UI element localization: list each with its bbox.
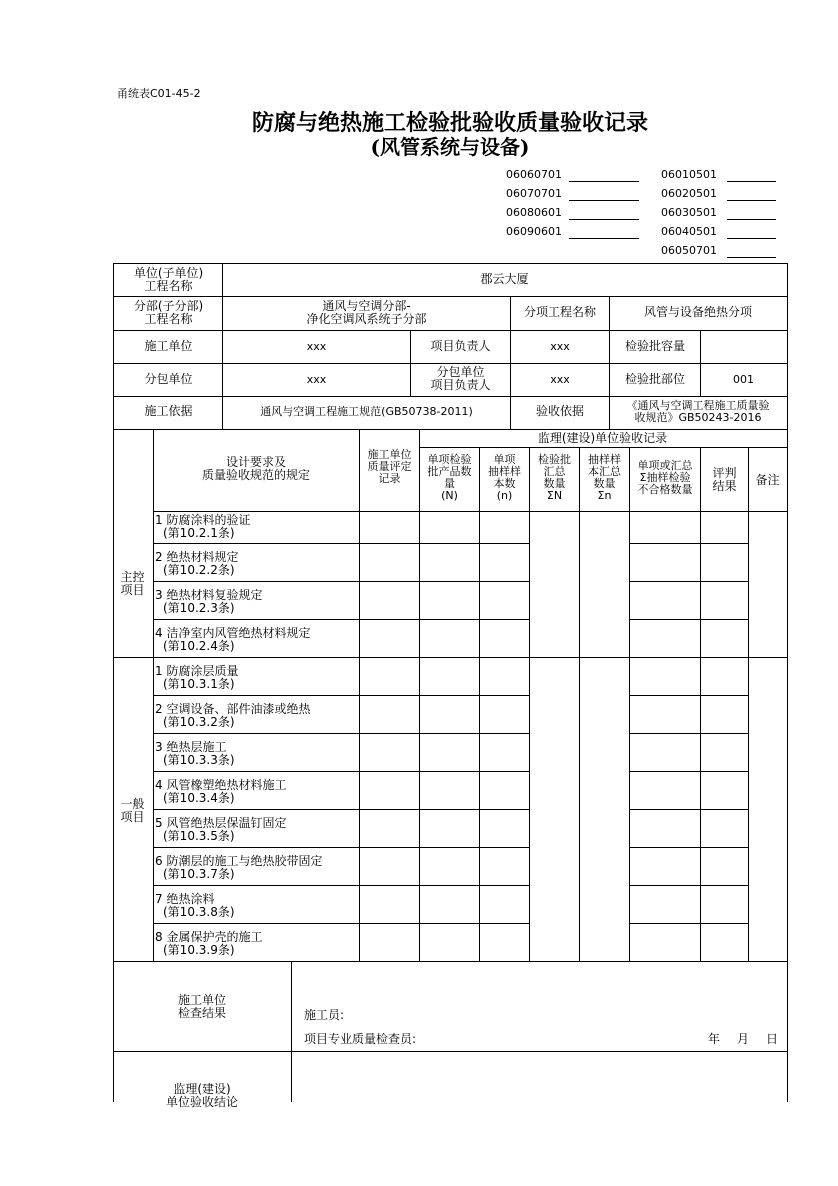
col-result-header: 评判 结果: [712, 466, 737, 493]
code-underline: [569, 200, 639, 201]
grid-line: [700, 447, 701, 961]
constr-result-label: 施工单位 检查结果: [177, 993, 226, 1020]
subc-label: 分包单位: [144, 372, 193, 386]
constr-eval-header: 施工单位 质量评定 记录: [367, 448, 412, 485]
grid-line: [748, 657, 787, 658]
grid-line: [419, 429, 420, 961]
item-name: 1 防腐涂层质量: [155, 664, 239, 678]
item-clause: (第10.3.1条): [163, 677, 235, 691]
supervision-result-label: 监理(建设) 单位验收结论: [165, 1082, 238, 1109]
grid-line: [630, 885, 748, 886]
supervision-header: 监理(建设)单位验收记录: [537, 431, 668, 445]
constr-value: xxx: [306, 340, 327, 353]
grid-line: [630, 847, 748, 848]
code-right: 06050701: [661, 244, 717, 257]
grid-line: [630, 923, 748, 924]
grid-line: [113, 263, 114, 1102]
grid-line: [153, 657, 530, 658]
grid-line: [479, 447, 480, 961]
grid-line: [153, 429, 154, 961]
date-year: 年: [708, 1032, 721, 1046]
grid-line: [113, 363, 787, 364]
grid-line: [530, 657, 630, 658]
part-value: 001: [733, 373, 754, 386]
cap-label: 检验批容量: [624, 339, 685, 353]
code-left: 06080601: [506, 206, 562, 219]
col-remark-header: 备注: [755, 473, 780, 487]
col-defect-header: 单项或汇总 Σ抽样检验 不合格数量: [637, 459, 693, 496]
pm-value: xxx: [550, 340, 570, 353]
item-name: 4 洁净室内风管绝热材料规定: [155, 626, 311, 640]
item-clause: (第10.3.7条): [163, 867, 235, 881]
grid-line: [748, 447, 749, 961]
code-right: 06030501: [661, 206, 717, 219]
item-name: 5 风管绝热层保温钉固定: [155, 816, 287, 830]
item-clause: (第10.3.2条): [163, 715, 235, 729]
subc-value: xxx: [306, 373, 327, 386]
item-name: 3 绝热层施工: [155, 740, 227, 754]
inspector-label: 项目专业质量检查员:: [304, 1032, 417, 1046]
sub-label: 分部(子分部) 工程名称: [133, 299, 204, 326]
basis-value: 通风与空调工程施工规范(GB50738-2011): [260, 405, 473, 418]
grid-line: [153, 695, 530, 696]
grid-line: [291, 961, 292, 1102]
grid-line: [153, 809, 530, 810]
grid-line: [113, 429, 787, 430]
item-value: 风管与设备绝热分项: [643, 305, 752, 319]
item-label: 分项工程名称: [523, 305, 596, 319]
item-clause: (第10.3.8条): [163, 905, 235, 919]
grid-line: [153, 733, 530, 734]
item-name: 4 风管橡塑绝热材料施工: [155, 778, 287, 792]
date-day: 日: [766, 1032, 779, 1046]
col-n-header: 单项检验 批产品数 量 (N): [427, 453, 472, 502]
item-name: 2 绝热材料规定: [155, 550, 239, 564]
pm-label: 项目负责人: [430, 339, 491, 353]
code-right: 06020501: [661, 187, 717, 200]
grid-line: [113, 1051, 787, 1052]
grid-line: [510, 330, 511, 396]
grid-line: [700, 330, 701, 396]
grid-line: [787, 263, 788, 1102]
item-clause: (第10.2.2条): [163, 563, 235, 577]
main-control-label: 主控 项目: [120, 570, 145, 597]
code-right: 06040501: [661, 225, 717, 238]
grid-line: [630, 809, 748, 810]
subc-pm-label: 分包单位 项目负责人: [430, 365, 491, 392]
grid-line: [630, 657, 748, 658]
grid-line: [113, 296, 787, 297]
code-underline: [727, 219, 776, 220]
grid-line: [113, 657, 153, 658]
grid-line: [630, 771, 748, 772]
item-clause: (第10.2.1条): [163, 526, 235, 540]
page-subtitle: (风管系统与设备): [370, 135, 530, 159]
grid-line: [359, 429, 360, 961]
design-header: 设计要求及 质量验收规范的规定: [201, 455, 310, 482]
grid-line: [153, 923, 530, 924]
code-underline: [727, 238, 776, 239]
col-sum-sample-header: 抽样样 本汇总 数量 Σn: [588, 453, 621, 502]
item-name: 2 空调设备、部件油漆或绝热: [155, 702, 311, 716]
grid-line: [113, 396, 787, 397]
item-clause: (第10.3.9条): [163, 943, 235, 957]
basis-label: 施工依据: [144, 404, 193, 418]
grid-line: [419, 447, 787, 448]
grid-line: [630, 733, 748, 734]
constr-label: 施工单位: [144, 339, 193, 353]
form-number: 甬统表C01-45-2: [117, 87, 201, 100]
code-left: 06060701: [506, 168, 562, 181]
item-name: 8 金属保护壳的施工: [155, 930, 263, 944]
grid-line: [113, 330, 787, 331]
item-name: 6 防潮层的施工与绝热胶带固定: [155, 854, 323, 868]
grid-line: [630, 543, 748, 544]
code-left: 06090601: [506, 225, 562, 238]
code-underline: [727, 257, 776, 258]
code-left: 06070701: [506, 187, 562, 200]
grid-line: [629, 447, 630, 961]
code-right: 06010501: [661, 168, 717, 181]
general-label: 一般 项目: [120, 797, 145, 824]
grid-line: [153, 511, 787, 512]
item-clause: (第10.2.4条): [163, 639, 235, 653]
accept-label: 验收依据: [535, 404, 584, 418]
accept-value: 《通风与空调工程施工质量验 收规范》GB50243-2016: [626, 399, 770, 424]
grid-line: [153, 581, 530, 582]
code-underline: [727, 181, 776, 182]
code-underline: [569, 219, 639, 220]
grid-line: [113, 961, 787, 962]
unit-label: 单位(子单位) 工程名称: [133, 266, 204, 293]
grid-line: [153, 771, 530, 772]
part-label: 检验批部位: [624, 372, 685, 386]
grid-line: [630, 581, 748, 582]
item-clause: (第10.3.5条): [163, 829, 235, 843]
item-name: 7 绝热涂料: [155, 892, 215, 906]
grid-line: [579, 447, 580, 961]
item-name: 3 绝热材料复验规定: [155, 588, 263, 602]
col-sample-header: 单项 抽样样 本数 (n): [488, 453, 521, 502]
unit-value: 郡云大厦: [480, 272, 529, 286]
grid-line: [153, 543, 530, 544]
item-clause: (第10.3.4条): [163, 791, 235, 805]
grid-line: [630, 695, 748, 696]
page-title: 防腐与绝热施工检验批验收质量验收记录: [251, 110, 648, 136]
grid-line: [113, 263, 787, 264]
code-underline: [569, 181, 639, 182]
grid-line: [153, 847, 530, 848]
subc-pm-value: xxx: [550, 373, 570, 386]
grid-line: [529, 447, 530, 961]
item-clause: (第10.2.3条): [163, 601, 235, 615]
grid-line: [630, 619, 748, 620]
item-name: 1 防腐涂料的验证: [155, 513, 251, 527]
item-clause: (第10.3.3条): [163, 753, 235, 767]
col-sum-n-header: 检验批 汇总 数量 ΣN: [538, 453, 571, 502]
code-underline: [727, 200, 776, 201]
constructor-label: 施工员:: [304, 1008, 345, 1022]
grid-line: [153, 619, 530, 620]
code-underline: [569, 238, 639, 239]
date-month: 月: [737, 1032, 750, 1046]
sub-value: 通风与空调分部- 净化空调风系统子分部: [306, 299, 427, 326]
grid-line: [153, 885, 530, 886]
